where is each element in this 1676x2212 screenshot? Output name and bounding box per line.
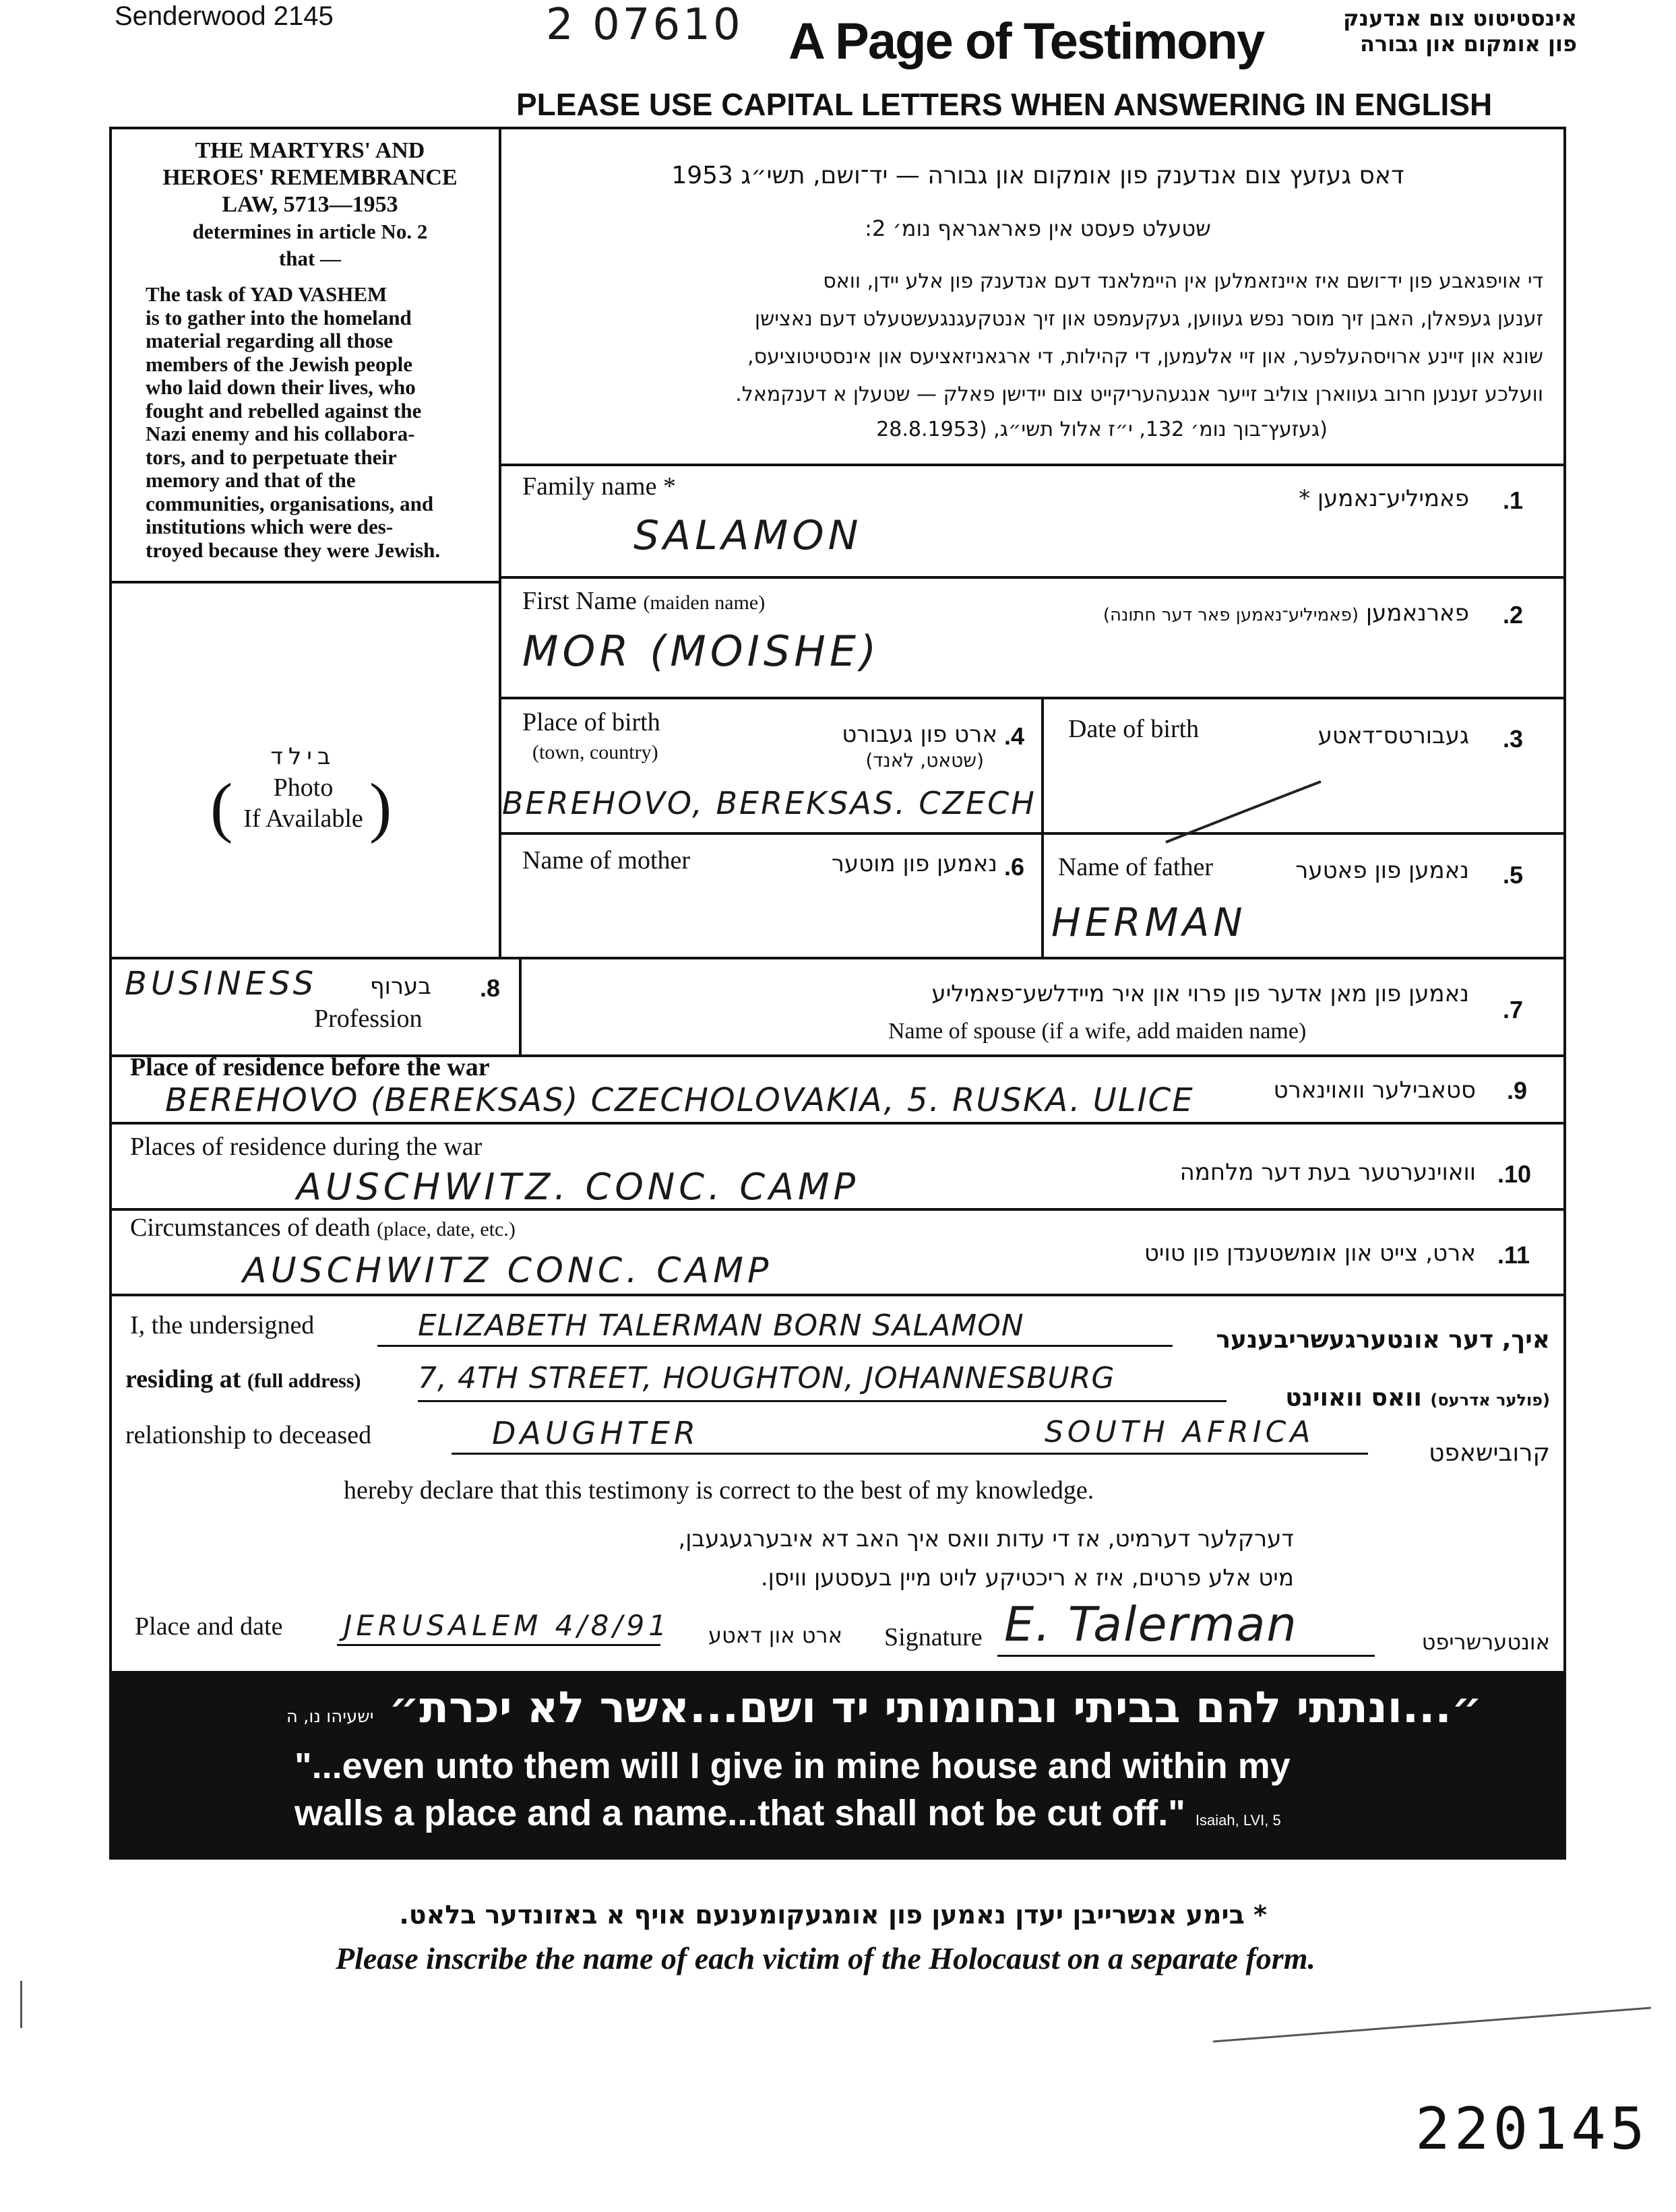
place-of-birth-sublabel: (town, country) xyxy=(532,741,658,763)
law-line: members of the Jewish people xyxy=(146,352,413,376)
residence-before-label: Place of residence before the war xyxy=(130,1053,490,1081)
spouse-heb-label: נאמען פון מאן אדער פון פרוי און איר מיידלשע־פאמיליע xyxy=(931,980,1469,1007)
place-of-birth-heb-sublabel: (שטאט, לאנד) xyxy=(865,749,984,771)
residing-label-small: (full address) xyxy=(247,1370,361,1392)
mother-name-label: Name of mother xyxy=(522,846,691,875)
undersigned-value[interactable]: ELIZABETH TALERMAN BORN SALAMON xyxy=(418,1308,1024,1343)
death-number: .11 xyxy=(1497,1241,1530,1269)
residing-heb-label xyxy=(1227,1384,1550,1412)
law-heb-subtitle: שטעלט פעסט אין פאראגראף נומ׳ 2: xyxy=(865,216,1211,241)
photo-heb-label: בילד xyxy=(270,743,336,770)
law-line: The task of YAD VASHEM xyxy=(146,282,387,306)
residence-before-number: .9 xyxy=(1507,1077,1528,1104)
law-heading-line: HEROES' REMEMBRANCE xyxy=(162,165,458,190)
place-of-birth-label: Place of birth xyxy=(522,708,660,736)
father-name-value[interactable]: HERMAN xyxy=(1051,899,1247,945)
first-name-heb-small: (פאמיליע־נאמען פאר דער חתונה) xyxy=(1103,605,1359,625)
relationship-value[interactable]: DAUGHTER xyxy=(492,1415,700,1451)
capital-letters-instruction: PLEASE USE CAPITAL LETTERS WHEN ANSWERING IN ENGLISH xyxy=(516,87,1493,122)
scan-mark-right xyxy=(1213,1994,1658,2048)
stamp-text: Senderwood 2145 xyxy=(115,1,334,31)
spouse-label: Name of spouse (if a wife, add maiden name) xyxy=(888,1019,1307,1044)
mother-name-heb-label: נאמען פון מוטער xyxy=(831,850,997,877)
first-name-number: .2 xyxy=(1503,601,1524,629)
place-date-heb-label: ארט און דאטע xyxy=(708,1622,842,1648)
quote-heb xyxy=(244,1683,1524,1733)
death-heb-label: ארט, צייט און אומשטענדן פון טויט xyxy=(1144,1240,1476,1267)
father-name-number: .5 xyxy=(1503,861,1524,889)
family-name-heb-label: פאמיליע־נאמען * xyxy=(1299,485,1469,512)
residing-value[interactable]: 7, 4TH STREET, HOUGHTON, JOHANNESBURG xyxy=(418,1361,1115,1395)
law-line: communities, organisations, and xyxy=(146,491,434,515)
first-name-value[interactable]: MOR (MOISHE) xyxy=(522,627,881,676)
institute-heb-line-1: אינסטיטוט צום אנדענק xyxy=(1343,5,1577,31)
law-line: memory and that of the xyxy=(146,468,356,492)
undersigned-heb-label: איך, דער אונטערגעשריבענער xyxy=(1216,1326,1550,1354)
photo-if-available: If Available xyxy=(243,804,363,833)
declaration-heb-line-2: מיט אלע פרטים, איז א ריכטיקע לויט מיין בעסטען וויסן. xyxy=(760,1565,1294,1591)
death-value[interactable]: AUSCHWITZ CONC. CAMP xyxy=(243,1251,773,1291)
law-line: troyed because they were Jewish. xyxy=(146,538,441,562)
place-date-label: Place and date xyxy=(135,1612,283,1641)
law-line: institutions which were des- xyxy=(146,515,394,538)
document-number: 220145 xyxy=(1415,2095,1649,2163)
place-date-value[interactable]: JERUSALEM 4/8/91 xyxy=(344,1609,671,1642)
signature-heb-label: אונטערשריפט xyxy=(1421,1629,1550,1655)
first-name-label-text: First Name xyxy=(522,587,637,615)
institute-heb-line-2: פון אומקום און גבורה xyxy=(1359,31,1577,57)
father-name-label: Name of father xyxy=(1058,853,1213,881)
quote-band xyxy=(109,1671,1566,1860)
death-label-text: Circumstances of death xyxy=(130,1213,371,1242)
residing-heb-small: (פולער אדרעס) xyxy=(1430,1391,1550,1410)
first-name-heb-text: פארנאמען xyxy=(1365,600,1469,627)
death-label-small: (place, date, etc.) xyxy=(377,1218,516,1240)
quote-heb-text: ״...ונתתי להם בביתי ובחומותי יד ושם...אשר לא יכרת״ xyxy=(388,1683,1483,1733)
photo-label: Photo xyxy=(273,773,334,802)
relationship-heb-label: קרובישאפט xyxy=(1429,1439,1550,1467)
law-heb-line: זענען געפאלן, האבן זיך מוסר נפש געווען, געקעמפט און זיך אנטקעגנגעשטעלט דעם נאצישן xyxy=(754,307,1543,331)
residing-label xyxy=(125,1364,361,1394)
quote-line-2-text: walls a place and a name...that shall not be cut off." xyxy=(294,1793,1185,1833)
law-heading xyxy=(128,137,492,272)
law-heb-line: וועלכע זענען חרוב געווארן צוליב זייער אנגעהעריקייט צום יידישן פאלק — שטעלן א דענקמאל. xyxy=(735,383,1543,406)
footer-note: Please inscribe the name of each victim of the Holocaust on a separate form. xyxy=(336,1941,1315,1976)
family-name-number: .1 xyxy=(1503,486,1524,514)
date-of-birth-heb-label: געבורטס־דאטע xyxy=(1317,722,1469,749)
signature-label: Signature xyxy=(884,1623,983,1651)
page-title: A Page of Testimony xyxy=(788,13,1264,70)
residence-before-value[interactable]: BEREHOVO (BEREKSAS) CZECHOLOVAKIA, 5. RUSKA. ULICE xyxy=(165,1081,1194,1119)
residence-during-number: .10 xyxy=(1497,1160,1532,1188)
law-body xyxy=(146,283,489,562)
place-of-birth-number: .4 xyxy=(1004,722,1025,750)
law-line: who laid down their lives, who xyxy=(146,375,416,399)
country-value[interactable]: SOUTH AFRICA xyxy=(1045,1415,1315,1449)
declaration-text: hereby declare that this testimony is correct to the best of my knowledge. xyxy=(344,1476,1094,1505)
undersigned-label: I, the undersigned xyxy=(130,1311,315,1339)
first-name-label xyxy=(522,586,765,616)
law-line: is to gather into the homeland xyxy=(146,305,412,329)
signature-value: E. Talerman xyxy=(1004,1597,1298,1652)
residence-during-label: Places of residence during the war xyxy=(130,1133,483,1161)
profession-label: Profession xyxy=(314,1005,423,1033)
law-line: tors, and to perpetuate their xyxy=(146,445,397,469)
death-label xyxy=(130,1213,516,1242)
relationship-label: relationship to deceased xyxy=(125,1421,372,1449)
residence-during-value[interactable]: AUSCHWITZ. CONC. CAMP xyxy=(297,1166,860,1208)
profession-number: .8 xyxy=(480,974,501,1002)
photo-right-paren: ) xyxy=(369,769,392,844)
footer-heb-note: * בימע אנשרייבן יעדן נאמען פון אומגעקומענעם אויף א באזונדער בלאט. xyxy=(399,1900,1267,1930)
law-heb-line: שונא און זיינע ארויסהעלפער, און זיי אלעמען, די קהילות, די ארגאניזאציעס און אינסטיטוציעס, xyxy=(747,345,1543,369)
profession-heb-label: בערוף xyxy=(369,973,431,1000)
serial-number: 2 07610 xyxy=(546,0,743,50)
father-name-heb-label: נאמען פון פאטער xyxy=(1295,857,1469,884)
law-line: fought and rebelled against the xyxy=(146,398,422,422)
first-name-label-small: (maiden name) xyxy=(643,592,766,614)
law-that: that — xyxy=(278,247,342,270)
date-of-birth-strike-mark xyxy=(1159,775,1328,849)
scan-mark-left xyxy=(20,1981,22,2028)
photo-left-paren: ( xyxy=(210,769,233,844)
spouse-number: .7 xyxy=(1503,996,1524,1023)
law-determines: determines in article No. 2 xyxy=(192,220,428,243)
quote-line-1: "...even unto them will I give in mine house and within my xyxy=(294,1746,1291,1786)
residence-before-heb-label: סטאבילער וואוינארט xyxy=(1273,1077,1476,1104)
place-of-birth-value[interactable]: BEREHOVO, BEREKSAS. CZECH xyxy=(502,785,1036,821)
date-of-birth-label: Date of birth xyxy=(1068,715,1200,743)
mother-name-number: .6 xyxy=(1004,853,1025,881)
law-line: Nazi enemy and his collabora- xyxy=(146,422,415,445)
law-heading-line: LAW, 5713—1953 xyxy=(222,192,398,217)
first-name-heb-label xyxy=(943,600,1469,627)
declaration-heb-line-1: דערקלער דערמיט, אז די עדות וואס איך האב דא איבערגעגעבן, xyxy=(678,1525,1294,1552)
residing-heb-text: וואס וואוינט xyxy=(1285,1384,1422,1412)
law-heading-line: THE MARTYRS' AND xyxy=(195,138,425,163)
law-line: material regarding all those xyxy=(146,329,394,352)
profession-value[interactable]: BUSINESS xyxy=(125,965,318,1003)
quote-line-2 xyxy=(294,1792,1281,1834)
family-name-value[interactable]: SALAMON xyxy=(633,512,863,559)
quote-ref: Isaiah, LVI, 5 xyxy=(1195,1812,1281,1829)
place-of-birth-heb-label: ארט פון געבורט xyxy=(842,721,997,748)
quote-heb-ref: ישעיהו נו, ה xyxy=(286,1707,374,1727)
law-heb-line: די אויפגאבע פון יד־ושם איז איינזאמלען אין היימלאנד דעם אנדענק פון אלע יידן, וואס xyxy=(823,270,1543,293)
family-name-label: Family name * xyxy=(522,472,676,501)
law-heb-line: (געזעץ־בוך נומ׳ 132, י״ז אלול תשי״ג, (28.8.1953 xyxy=(876,418,1328,441)
date-of-birth-number: .3 xyxy=(1503,725,1524,753)
law-heb-title: דאס געזעץ צום אנדענק פון אומקום און גבורה — יד־ושם, תשי״ג 1953 xyxy=(671,162,1404,189)
residence-during-heb-label: וואוינערטער בעת דער מלחמה xyxy=(1179,1159,1476,1186)
residing-label-text: residing at xyxy=(125,1365,241,1393)
